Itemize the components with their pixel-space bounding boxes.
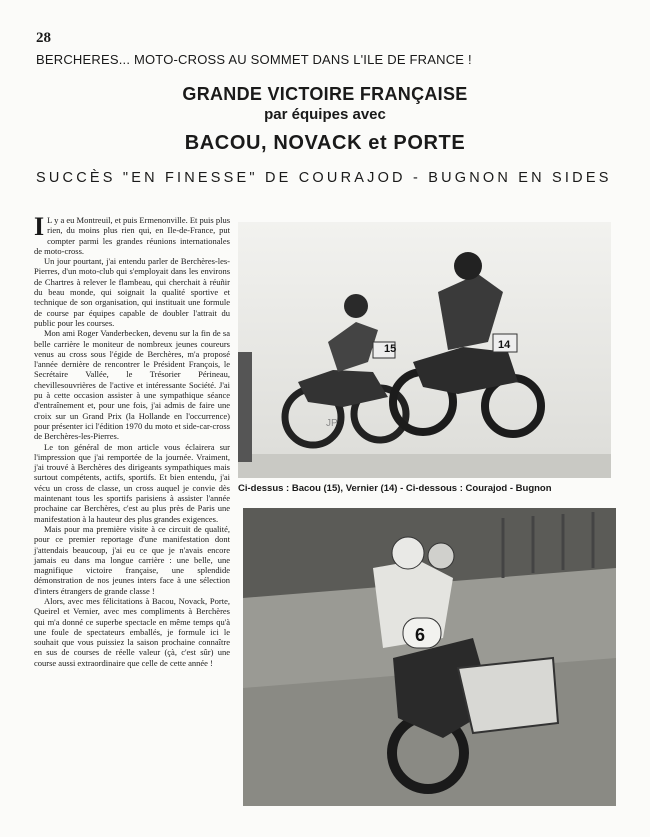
article-body [34,212,231,668]
headline-sub: par équipes avec [264,106,386,123]
article-paragraph: Un jour pourtant, j'ai entendu parler de Berchères-les-Pierres, d'un moto-club qui s'employait dans les environs de Chartres à relever le flambeau, qui cherchait à réuñir du beau monde, qui soignait la qualité sportive et technique de son organisation, qui instituait une formule de course par équipes capable de doubler l'attrait du public pour les courses. [34,256,230,328]
headline-main: GRANDE VICTOIRE FRANÇAISE [182,84,468,104]
page-number: 28 [36,30,51,46]
photo-motocross-jump [238,222,611,478]
photo-sidecar [243,508,616,806]
plate-14: 14 [498,339,511,351]
subtitle: SUCCÈS "EN FINESSE" DE COURAJOD - BUGNON EN SIDES [36,170,612,186]
paragraph-text: L y a eu Montreuil, et puis Ermenonville. Et puis plus rien, du moins plus rien qui, en Ile-de-France, put compter parmi les grandes réunions internationales de moto-cross. [34,215,231,256]
article-paragraph: Le ton général de mon article vous éclairera sur l'impression que j'ai remportée de la journée. Vraiment, j'ai trouvé à Berchères des dirigeants sympathiques mais surtout compétents, actifs, sportifs. Et bien entendu, j'ai vécu un cross de classe, un cross auquel je convie dès maintenant tous les sportifs parisiens à assister l'année prochaine car Berchères, c'est au plus près de Paris une manifestation à la hauteur des plus grandes exigences. [34,441,230,524]
article-paragraph: Mon ami Roger Vanderbecken, devenu sur la fin de sa belle carrière le moniteur de nombreux jeunes coureurs venus au cross sous l'égide de Berchères, m'a proposé l'année dernière de rencontrer le Président François, le Secrétaire Vallée, le Trésorier Périneau, chevillesouvrières de l'active et intéressante Société. J'ai pu à cette occasion assister à une sympathique séance d'entraînement et, pour une fois, j'ai admis de faire une croix sur un Grand Prix (la Hollande en l'occurrence) pour présenter ici l'édition 1970 du moto et side-car-cross de Berchères-les-Pierres. [34,328,230,442]
plate-6: 6 [415,625,426,645]
watermark-jp: JP [326,418,338,429]
plate-15: 15 [384,343,397,355]
headline-names: BACOU, NOVACK et PORTE [184,132,466,154]
kicker-headline: BERCHERES... MOTO-CROSS AU SOMMET DANS L'ILE DE FRANCE ! [36,52,472,67]
article-paragraph: Mais pour ma première visite à ce circuit de qualité, pour ce premier reportage d'une manifestation dont j'attendais beaucoup, j'ai eu ce que je n'avais encore jamais eu dans ma longue carrière : une belle, une magnifique victoire française, une splendide démonstration de nos jeunes inters face à une sélection d'inters étrangers de grande classe ! [34,523,230,596]
article-paragraph [34,212,231,256]
dropcap: I [34,212,45,241]
photo-caption: Ci-dessus : Bacou (15), Vernier (14) - Ci-dessous : Courajod - Bugnon [238,483,552,494]
article-paragraph: Alors, avec mes félicitations à Bacou, Novack, Porte, Queirel et Vernier, avec mes compliments à Berchères qui m'a donné ce superbe spectacle en même temps qu'à une foule de spectateurs emballés, je formule ici le souhait que vous puissiez la saison prochaine connaître en sus de courses de réelle valeur (çà, c'est sûr) une course aussi extraordinaire que celle de cette année ! [34,595,230,668]
